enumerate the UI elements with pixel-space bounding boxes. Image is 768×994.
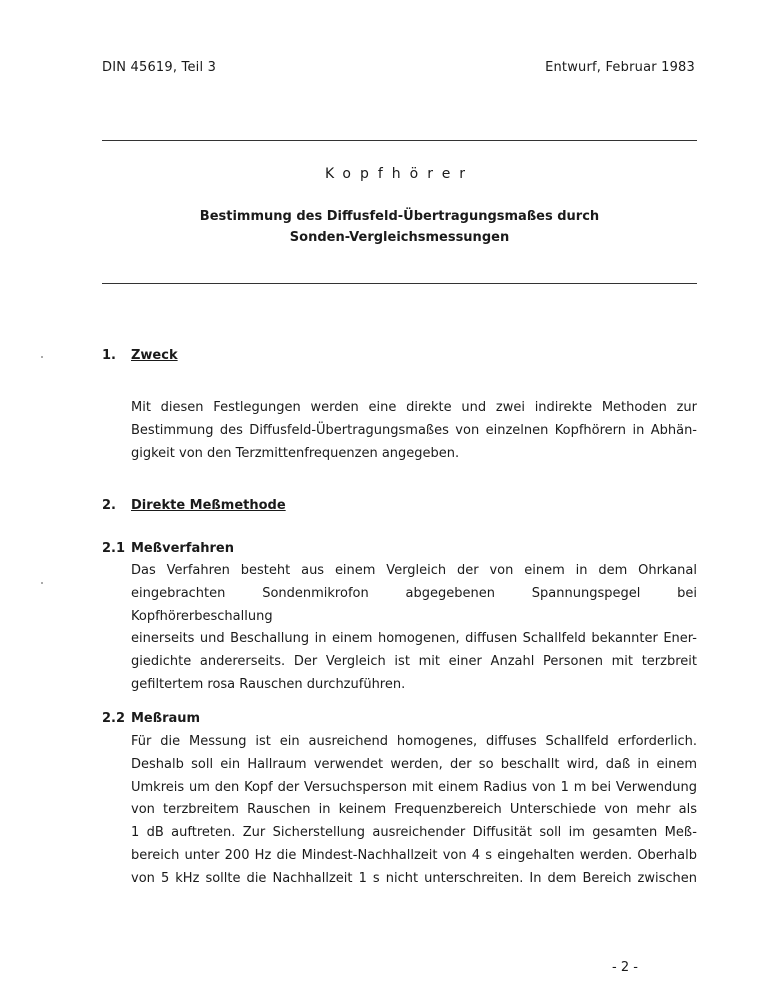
scan-speck (41, 356, 43, 358)
section-1-number: 1. (102, 348, 116, 363)
text-line: Das Verfahren besteht aus einem Vergleich der von einem in dem Ohrkanal (131, 563, 697, 578)
section-2-title: Direkte Meßmethode (131, 498, 286, 513)
subtitle-line-1: Bestimmung des Diffusfeld-Übertragungsmaßes durch (199, 209, 600, 224)
draft-date: Entwurf, Februar 1983 (545, 60, 695, 75)
text-line: von 5 kHz sollte die Nachhallzeit 1 s nicht unterschreiten. In dem Bereich zwischen (131, 870, 697, 886)
text-line: gigkeit von den Terzmittenfrequenzen angegeben. (131, 445, 460, 461)
subsection-2-2-title: Meßraum (131, 711, 201, 726)
text-line: einerseits und Beschallung in einem homogenen, diffusen Schallfeld bekannter Ener- (131, 631, 697, 647)
top-divider (102, 140, 697, 141)
section-1-paragraph (131, 397, 697, 465)
text-line: Deshalb soll ein Hallraum verwendet werden, der so beschallt wird, daß in einem (131, 756, 697, 772)
text-line: Bestimmung des Diffusfeld-Übertragungsmaßes von einzelnen Kopfhörern in Abhän- (131, 422, 697, 438)
text-line: Für die Messung ist ein ausreichend homogenes, diffuses Schallfeld erforderlich. (131, 734, 697, 749)
text-line: 1 dB auftreten. Zur Sicherstellung ausreichender Diffusität soll im gesamten Meß- (131, 825, 697, 841)
section-2-number: 2. (102, 498, 116, 513)
subsection-2-1-number: 2.1 (102, 541, 126, 556)
text-line: bereich unter 200 Hz die Mindest-Nachhallzeit von 4 s eingehalten werden. Oberhalb (131, 847, 697, 863)
section-1-title: Zweck (131, 348, 178, 363)
bottom-divider (102, 283, 697, 284)
subtitle-line-2: Sonden-Vergleichsmessungen (289, 230, 510, 245)
text-line: Mit diesen Festlegungen werden eine direkte und zwei indirekte Methoden zur (131, 400, 697, 415)
text-line: gefiltertem rosa Rauschen durchzuführen. (131, 676, 406, 692)
text-line: von terzbreitem Rauschen in keinem Frequenzbereich Unterschiede von mehr als (131, 802, 697, 818)
text-line: Umkreis um den Kopf der Versuchsperson mit einem Radius von 1 m bei Verwendung (131, 779, 697, 795)
subsection-2-2-number: 2.2 (102, 711, 126, 726)
text-line: eingebrachten Sondenmikrofon abgegebenen Spannungspegel bei Kopfhörerbeschallung (131, 585, 697, 624)
document-id: DIN 45619, Teil 3 (102, 60, 217, 75)
document-title: Kopfhörer (324, 166, 475, 182)
subsection-2-1-paragraph (131, 560, 697, 697)
subsection-2-2-paragraph (131, 731, 697, 891)
subsection-2-1-title: Meßverfahren (131, 541, 234, 556)
document-subtitle (102, 206, 697, 248)
scan-speck (41, 582, 43, 584)
text-line: giedichte andererseits. Der Vergleich ist mit einer Anzahl Personen mit terzbreit (131, 654, 697, 670)
page-number: - 2 - (612, 960, 638, 975)
